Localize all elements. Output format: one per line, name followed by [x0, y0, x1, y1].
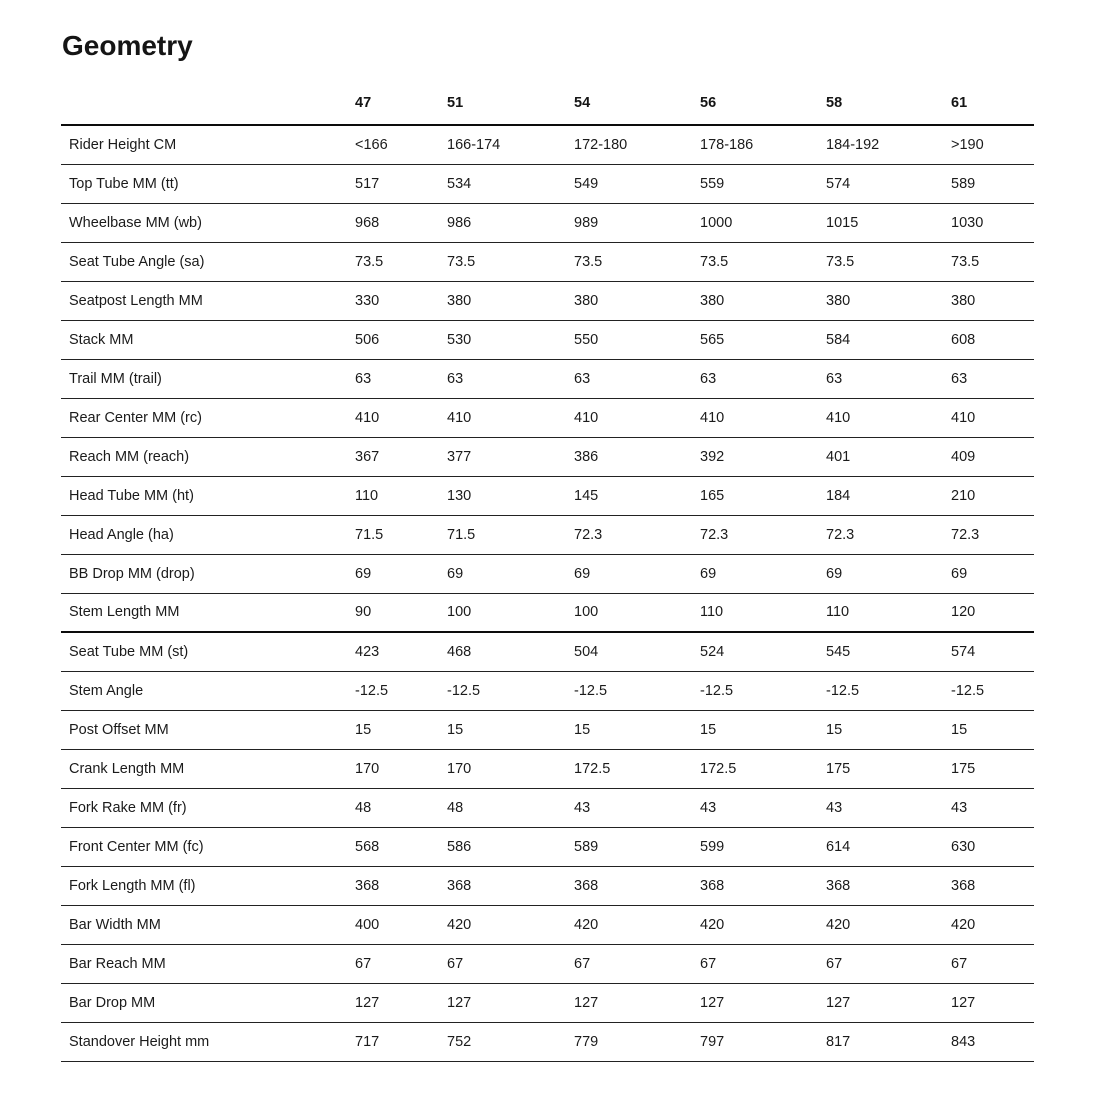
value-cell: 550	[574, 320, 700, 359]
value-cell: 67	[951, 944, 1034, 983]
table-row	[61, 320, 1034, 359]
size-column-header: 47	[355, 84, 447, 125]
value-cell: 63	[447, 359, 574, 398]
value-cell: 420	[574, 905, 700, 944]
value-cell: 517	[355, 164, 447, 203]
value-cell: 100	[574, 593, 700, 632]
value-cell: 69	[355, 554, 447, 593]
row-label: Seat Tube Angle (sa)	[61, 242, 355, 281]
value-cell: 127	[574, 983, 700, 1022]
value-cell: 589	[951, 164, 1034, 203]
value-cell: 110	[826, 593, 951, 632]
row-label: Stem Length MM	[61, 593, 355, 632]
value-cell: 410	[700, 398, 826, 437]
value-cell: 752	[447, 1022, 574, 1061]
value-cell: 530	[447, 320, 574, 359]
value-cell: 1000	[700, 203, 826, 242]
value-cell: 110	[700, 593, 826, 632]
value-cell: 127	[951, 983, 1034, 1022]
value-cell: 15	[826, 710, 951, 749]
value-cell: 73.5	[826, 242, 951, 281]
value-cell: 368	[355, 866, 447, 905]
table-row	[61, 749, 1034, 788]
value-cell: 175	[826, 749, 951, 788]
value-cell: 380	[447, 281, 574, 320]
value-cell: 63	[826, 359, 951, 398]
value-cell: 120	[951, 593, 1034, 632]
row-label: Bar Drop MM	[61, 983, 355, 1022]
value-cell: 380	[700, 281, 826, 320]
value-cell: 67	[574, 944, 700, 983]
value-cell: 72.3	[826, 515, 951, 554]
value-cell: 410	[355, 398, 447, 437]
value-cell: <166	[355, 125, 447, 164]
value-cell: 63	[951, 359, 1034, 398]
value-cell: -12.5	[826, 671, 951, 710]
value-cell: 410	[826, 398, 951, 437]
value-cell: 1015	[826, 203, 951, 242]
value-cell: 630	[951, 827, 1034, 866]
value-cell: 184-192	[826, 125, 951, 164]
value-cell: 468	[447, 632, 574, 671]
table-row	[61, 359, 1034, 398]
value-cell: 172.5	[700, 749, 826, 788]
value-cell: 130	[447, 476, 574, 515]
value-cell: 210	[951, 476, 1034, 515]
value-cell: 392	[700, 437, 826, 476]
table-row	[61, 515, 1034, 554]
value-cell: 63	[700, 359, 826, 398]
value-cell: 69	[574, 554, 700, 593]
table-row	[61, 554, 1034, 593]
value-cell: 368	[447, 866, 574, 905]
value-cell: 67	[826, 944, 951, 983]
value-cell: 170	[355, 749, 447, 788]
value-cell: 377	[447, 437, 574, 476]
value-cell: 71.5	[355, 515, 447, 554]
table-row	[61, 398, 1034, 437]
value-cell: 48	[447, 788, 574, 827]
table-row	[61, 593, 1034, 632]
row-label: Rider Height CM	[61, 125, 355, 164]
value-cell: 524	[700, 632, 826, 671]
row-label: Front Center MM (fc)	[61, 827, 355, 866]
value-cell: 574	[826, 164, 951, 203]
table-row	[61, 905, 1034, 944]
value-cell: 608	[951, 320, 1034, 359]
row-label: Head Angle (ha)	[61, 515, 355, 554]
value-cell: 420	[951, 905, 1034, 944]
value-cell: 15	[951, 710, 1034, 749]
value-cell: 67	[700, 944, 826, 983]
value-cell: 15	[447, 710, 574, 749]
value-cell: 71.5	[447, 515, 574, 554]
value-cell: 989	[574, 203, 700, 242]
value-cell: 67	[447, 944, 574, 983]
value-cell: 420	[826, 905, 951, 944]
value-cell: 69	[951, 554, 1034, 593]
table-row	[61, 632, 1034, 671]
value-cell: 779	[574, 1022, 700, 1061]
size-column-header: 61	[951, 84, 1034, 125]
value-cell: -12.5	[951, 671, 1034, 710]
value-cell: 172.5	[574, 749, 700, 788]
value-cell: 63	[574, 359, 700, 398]
value-cell: 127	[447, 983, 574, 1022]
value-cell: 178-186	[700, 125, 826, 164]
value-cell: >190	[951, 125, 1034, 164]
value-cell: 368	[574, 866, 700, 905]
value-cell: 817	[826, 1022, 951, 1061]
value-cell: 127	[700, 983, 826, 1022]
row-label: Fork Rake MM (fr)	[61, 788, 355, 827]
row-label: Trail MM (trail)	[61, 359, 355, 398]
table-row	[61, 164, 1034, 203]
value-cell: 15	[355, 710, 447, 749]
row-label: Bar Width MM	[61, 905, 355, 944]
row-label: Reach MM (reach)	[61, 437, 355, 476]
value-cell: 614	[826, 827, 951, 866]
row-label: Top Tube MM (tt)	[61, 164, 355, 203]
value-cell: 534	[447, 164, 574, 203]
value-cell: 72.3	[574, 515, 700, 554]
table-row	[61, 242, 1034, 281]
value-cell: 368	[700, 866, 826, 905]
geometry-table	[61, 84, 1034, 1062]
value-cell: 73.5	[355, 242, 447, 281]
value-cell: 589	[574, 827, 700, 866]
value-cell: 797	[700, 1022, 826, 1061]
value-cell: 43	[574, 788, 700, 827]
value-cell: 504	[574, 632, 700, 671]
value-cell: 330	[355, 281, 447, 320]
value-cell: 15	[700, 710, 826, 749]
value-cell: 380	[826, 281, 951, 320]
value-cell: 145	[574, 476, 700, 515]
size-column-header: 51	[447, 84, 574, 125]
row-label: Bar Reach MM	[61, 944, 355, 983]
value-cell: 48	[355, 788, 447, 827]
value-cell: 559	[700, 164, 826, 203]
value-cell: 400	[355, 905, 447, 944]
row-label: Seatpost Length MM	[61, 281, 355, 320]
value-cell: 368	[951, 866, 1034, 905]
value-cell: 386	[574, 437, 700, 476]
value-cell: 69	[826, 554, 951, 593]
value-cell: 368	[826, 866, 951, 905]
value-cell: 409	[951, 437, 1034, 476]
value-cell: 110	[355, 476, 447, 515]
table-row	[61, 203, 1034, 242]
value-cell: 565	[700, 320, 826, 359]
value-cell: 72.3	[951, 515, 1034, 554]
table-row	[61, 788, 1034, 827]
row-label: BB Drop MM (drop)	[61, 554, 355, 593]
value-cell: 67	[355, 944, 447, 983]
value-cell: 410	[574, 398, 700, 437]
value-cell: 717	[355, 1022, 447, 1061]
value-cell: 423	[355, 632, 447, 671]
value-cell: 72.3	[700, 515, 826, 554]
table-row	[61, 1022, 1034, 1061]
table-row	[61, 983, 1034, 1022]
value-cell: 69	[700, 554, 826, 593]
value-cell: 410	[951, 398, 1034, 437]
value-cell: 69	[447, 554, 574, 593]
table-row	[61, 710, 1034, 749]
row-label: Wheelbase MM (wb)	[61, 203, 355, 242]
value-cell: 63	[355, 359, 447, 398]
value-cell: 73.5	[700, 242, 826, 281]
size-column-header: 54	[574, 84, 700, 125]
value-cell: 43	[951, 788, 1034, 827]
value-cell: 166-174	[447, 125, 574, 164]
table-row	[61, 671, 1034, 710]
value-cell: 549	[574, 164, 700, 203]
header-spacer-cell	[61, 84, 355, 125]
value-cell: 574	[951, 632, 1034, 671]
value-cell: 127	[826, 983, 951, 1022]
table-row	[61, 281, 1034, 320]
row-label: Rear Center MM (rc)	[61, 398, 355, 437]
row-label: Post Offset MM	[61, 710, 355, 749]
value-cell: 380	[951, 281, 1034, 320]
value-cell: 100	[447, 593, 574, 632]
value-cell: 410	[447, 398, 574, 437]
page-title: Geometry	[62, 30, 193, 61]
value-cell: 73.5	[574, 242, 700, 281]
value-cell: 380	[574, 281, 700, 320]
row-label: Stack MM	[61, 320, 355, 359]
value-cell: 73.5	[951, 242, 1034, 281]
row-label: Standover Height mm	[61, 1022, 355, 1061]
value-cell: 127	[355, 983, 447, 1022]
geometry-table-body	[61, 125, 1034, 1061]
value-cell: 506	[355, 320, 447, 359]
value-cell: 172-180	[574, 125, 700, 164]
row-label: Seat Tube MM (st)	[61, 632, 355, 671]
value-cell: 175	[951, 749, 1034, 788]
value-cell: 586	[447, 827, 574, 866]
table-row	[61, 944, 1034, 983]
value-cell: 584	[826, 320, 951, 359]
value-cell: 15	[574, 710, 700, 749]
value-cell: -12.5	[574, 671, 700, 710]
value-cell: 545	[826, 632, 951, 671]
value-cell: -12.5	[447, 671, 574, 710]
value-cell: 184	[826, 476, 951, 515]
value-cell: 165	[700, 476, 826, 515]
table-row	[61, 827, 1034, 866]
value-cell: 73.5	[447, 242, 574, 281]
value-cell: 90	[355, 593, 447, 632]
value-cell: 401	[826, 437, 951, 476]
row-label: Crank Length MM	[61, 749, 355, 788]
value-cell: -12.5	[700, 671, 826, 710]
value-cell: 367	[355, 437, 447, 476]
value-cell: 170	[447, 749, 574, 788]
value-cell: 43	[826, 788, 951, 827]
value-cell: 420	[447, 905, 574, 944]
row-label: Head Tube MM (ht)	[61, 476, 355, 515]
value-cell: 43	[700, 788, 826, 827]
row-label: Fork Length MM (fl)	[61, 866, 355, 905]
row-label: Stem Angle	[61, 671, 355, 710]
value-cell: 420	[700, 905, 826, 944]
header-row	[61, 84, 1034, 125]
value-cell: 1030	[951, 203, 1034, 242]
value-cell: 986	[447, 203, 574, 242]
value-cell: 599	[700, 827, 826, 866]
size-column-header: 56	[700, 84, 826, 125]
value-cell: 968	[355, 203, 447, 242]
table-row	[61, 866, 1034, 905]
size-column-header: 58	[826, 84, 951, 125]
table-row	[61, 476, 1034, 515]
value-cell: -12.5	[355, 671, 447, 710]
table-row	[61, 125, 1034, 164]
value-cell: 568	[355, 827, 447, 866]
value-cell: 843	[951, 1022, 1034, 1061]
table-row	[61, 437, 1034, 476]
